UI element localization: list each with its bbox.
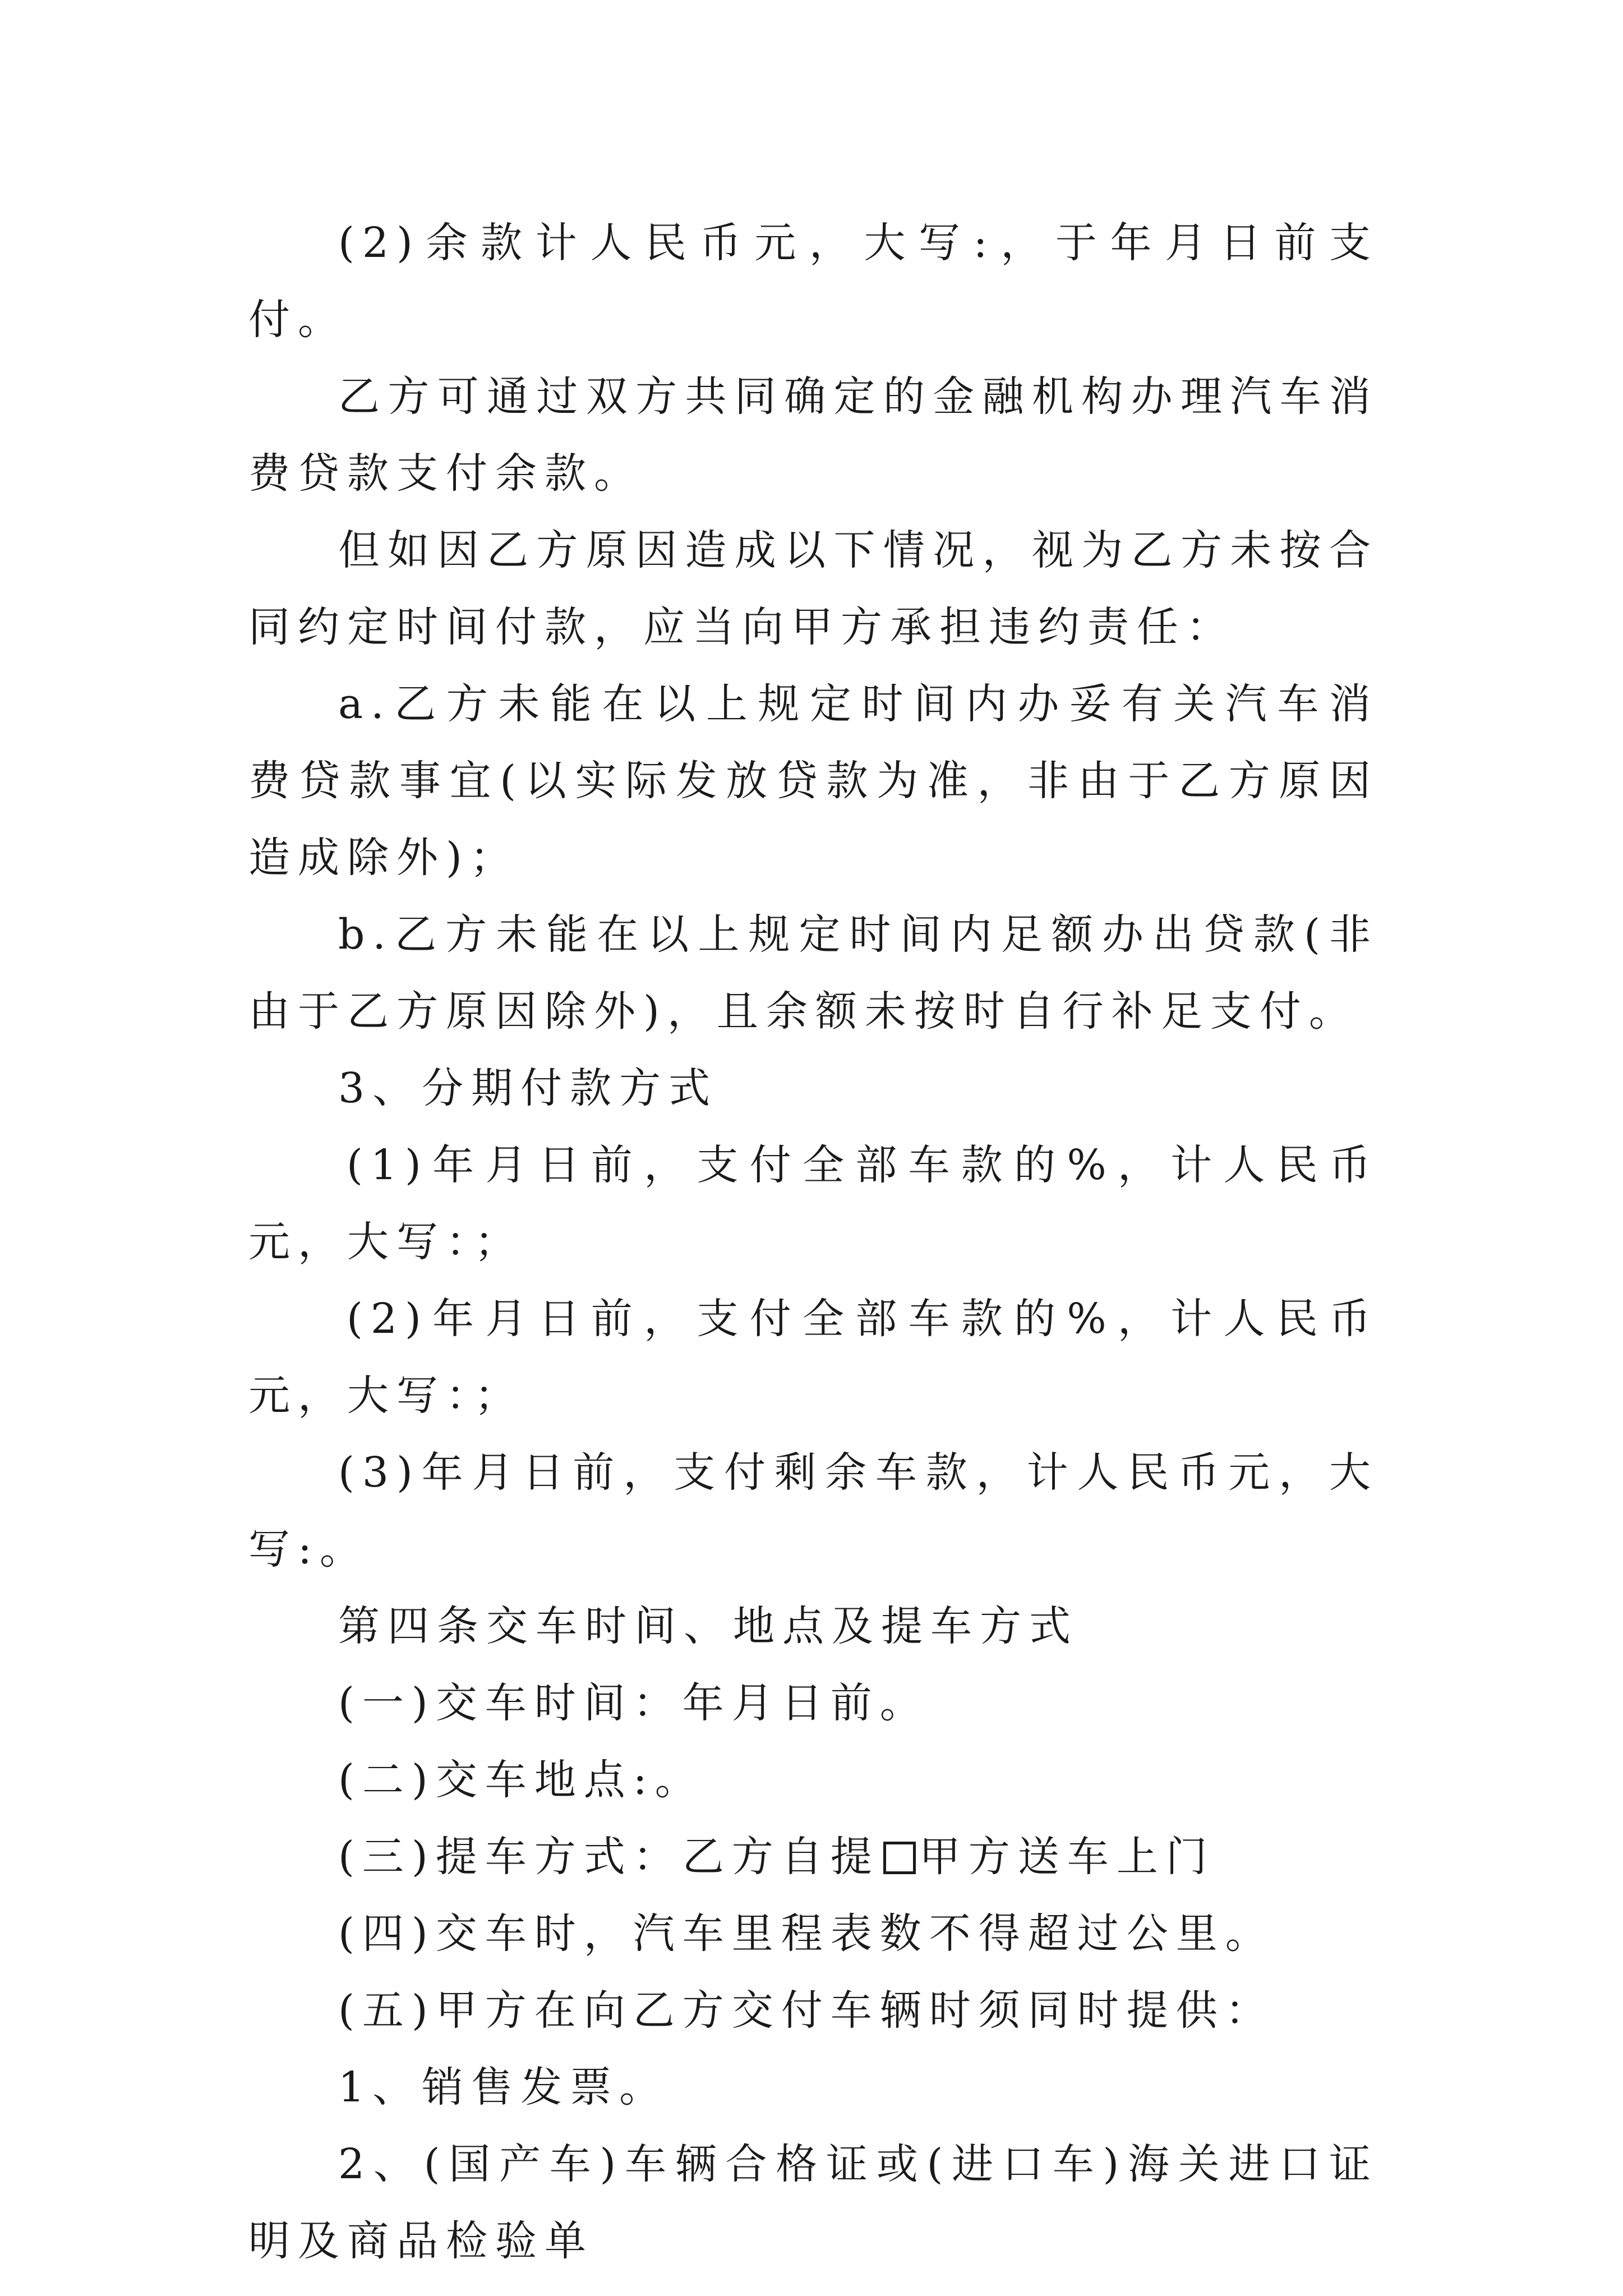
paragraph-breach-conditions: 但如因乙方原因造成以下情况，视为乙方未按合同约定时间付款，应当向甲方承担违约责任：	[248, 526, 1378, 651]
document-body	[248, 205, 1378, 2280]
paragraph-installment-3: (3)年月日前，支付剩余车款，计人民币元，大写:。	[248, 1448, 1378, 1573]
paragraph-condition-b: b.乙方未能在以上规定时间内足额办出贷款(非由于乙方原因除外)，且余额未按时自行补足支付。	[248, 910, 1378, 1036]
paragraph-installment-heading: 3、分期付款方式	[338, 1064, 718, 1112]
paragraph-delivery-time: (一)交车时间：年月日前。	[338, 1679, 929, 1727]
section-heading-article-4: 第四条交车时间、地点及提车方式	[338, 1602, 1078, 1650]
paragraph-condition-a: a.乙方未能在以上规定时间内办妥有关汽车消费贷款事宜(以实际发放贷款为准，非由于乙方原因造成除外)；	[248, 680, 1378, 882]
pickup-delivery-label: 甲方送车上门	[919, 1833, 1215, 1881]
pickup-self-label: (三)提车方式：乙方自提	[338, 1833, 880, 1881]
paragraph-delivery-place: (二)交车地点:。	[338, 1756, 704, 1804]
paragraph-odometer: (四)交车时，汽车里程表数不得超过公里。	[338, 1910, 1275, 1958]
paragraph-sales-invoice: 1、销售发票。	[338, 2063, 669, 2111]
paragraph-certificates: 2、(国产车)车辆合格证或(进口车)海关进口证明及商品检验单	[248, 2140, 1378, 2265]
pickup-option-checkbox	[883, 1842, 916, 1874]
paragraph-installment-1: (1)年月日前，支付全部车款的%，计人民币元，大写：；	[248, 1141, 1378, 1266]
paragraph-balance-payment: (2)余款计人民币元，大写:，于年月日前支付。	[248, 219, 1378, 344]
paragraph-loan-option: 乙方可通过双方共同确定的金融机构办理汽车消费贷款支付余款。	[248, 372, 1378, 498]
paragraph-documents-provided: (五)甲方在向乙方交付车辆时须同时提供：	[338, 1986, 1275, 2035]
paragraph-installment-2: (2)年月日前，支付全部车款的%，计人民币元，大写：；	[248, 1295, 1378, 1420]
paragraph-pickup-method	[248, 1819, 1378, 1895]
